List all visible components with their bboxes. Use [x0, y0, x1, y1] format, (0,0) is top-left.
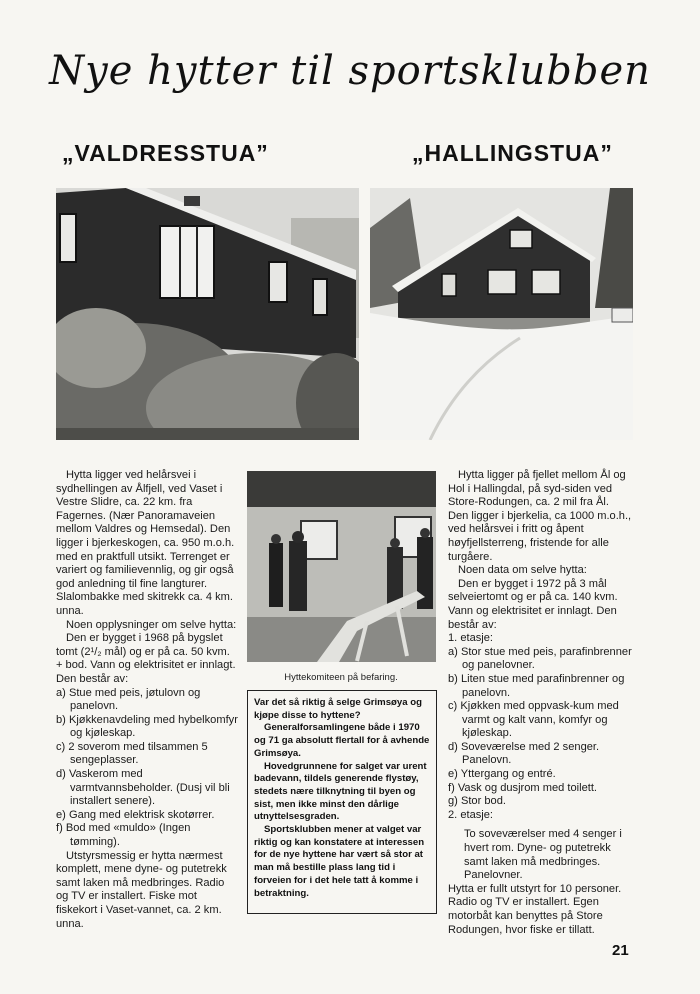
hallingstua-rooms [448, 646, 632, 809]
list-item: c) Kjøkken med oppvask-kum med varmt og kalt vann, komfyr og kjøleskap. [448, 700, 619, 740]
valdresstua-info-heading: Noen opplysninger om selve hytta: [66, 618, 237, 631]
list-item: g) Stor bod. [448, 795, 506, 808]
notice-p2: Generalforsamlingene både i 1970 og 71 ga absolutt flertall for å avhende Grimsøya. [254, 722, 430, 759]
heading-valdresstua: „VALDRESSTUA” [62, 140, 269, 166]
page-number: 21 [612, 942, 629, 959]
heading-hallingstua: „HALLINGSTUA” [412, 140, 613, 166]
list-item: f) Vask og dusjrom med toilett. [448, 781, 598, 794]
hallingstua-outro: Hytta er fullt utstyrt for 10 personer. Radio og TV er installert. Egen motorbåt kan benyttes på Store Rodungen, hvor fiske er tillatt. [448, 882, 622, 936]
hallingstua-info-heading: Noen data om selve hytta: [458, 564, 587, 577]
hallingstua-floor1: 1. etasje: [448, 632, 494, 645]
hallingstua-text [448, 469, 632, 937]
list-item: c) 2 soverom med tilsammen 5 sengeplasser. [56, 740, 208, 767]
hallingstua-built: Den er bygget i 1972 på 3 mål selveiertomt og er på ca. 140 kvm. Vann og elektrisitet er innlagt. Den består av: [448, 577, 618, 631]
notice-p4: Sportsklubben mener at valget var riktig og kan konstatere at interessen for de nye hyttene har vært så stor at man må bestille plass lang tid i forveien for i det hele tatt å komme i betraktning. [254, 824, 425, 899]
valdresstua-rooms [56, 687, 238, 850]
valdresstua-intro: Hytta ligger ved helårsvei i sydhellingen av Ålfjell, ved Vaset i Vestre Slidre, ca. 22 km. fra Fagernes. (Nær Panoramaveien mellom Valdres og Hemsedal). Den ligger i bjerkeskogen, ca. 950 m.o.h. med en praktfull utsikt. Terrenget er variert og familievennlig, og gir også god anledning til fine langturer. Slalombakke med skitrekk ca. 4 km. unna. [56, 469, 235, 617]
list-item: f) Bod med «muldo» (Ingen tømming). [56, 822, 191, 849]
list-item: a) Stue med peis, jøtulovn og panelovn. [56, 686, 201, 713]
notice-p3: Hovedgrunnene for salget var urent badevann, tildels generende flystøy, stedets nære tilknytning til byen og sist, men ikke minst den dårlige utnyttelsesgraden. [254, 760, 427, 823]
list-item: d) Vaskerom med varmtvannsbeholder. (Dusj vil bli installert senere). [56, 768, 230, 808]
valdresstua-built: Den er bygget i 1968 på bygslet tomt (2¹/₂ mål) og er på ca. 50 kvm. + bod. Vann og elektrisitet er innlagt. Den består av: [56, 632, 236, 685]
list-item: b) Kjøkkenavdeling med hybelkomfyr og kjøleskap. [56, 713, 238, 740]
page-title: Nye hytter til sportsklubben [49, 48, 651, 94]
notice-question: Var det så riktig å selge Grimsøya og kjøpe disse to hyttene? [254, 697, 422, 721]
list-item: d) Soveværelse med 2 senger. Panelovn. [448, 740, 600, 767]
sale-notice-box [247, 690, 437, 914]
photo-hallingstua [370, 188, 633, 440]
photo-valdresstua [56, 188, 359, 440]
list-item: e) Gang med elektrisk skotørrer. [56, 808, 215, 821]
hallingstua-floor2: 2. etasje: [448, 808, 494, 821]
valdresstua-outro: Utstyrsmessig er hytta nærmest komplett, mene dyne- og putetrekk samt laken må medbringes. Radio og TV er installert. Fiske mot fiskekort i Vaset-vannet, ca. 2 km. unna. [56, 849, 227, 930]
valdresstua-text [56, 469, 238, 931]
photo-caption: Hyttekomiteen på befaring. [284, 672, 398, 683]
hallingstua-floor2-text: To soveværelser med 4 senger i hvert rom. Dyne- og putetrekk samt laken må medbringes. Panelovner. [464, 828, 622, 882]
photo-hyttekomiteen [247, 471, 436, 662]
list-item: e) Yttergang og entré. [448, 768, 556, 781]
list-item: a) Stor stue med peis, parafinbrenner og panelovner. [448, 645, 632, 672]
hallingstua-intro: Hytta ligger på fjellet mellom Ål og Hol i Hallingdal, på syd-siden ved Store-Rodungen, ca. 2 mil fra Ål. Den ligger i bjerkelia, ca 1000 m.o.h., ved helårsvei i fritt og åpent høyfjellsterreng, fristende for alle turgåere. [448, 469, 632, 563]
list-item: b) Liten stue med parafinbrenner og panelovn. [448, 672, 625, 699]
